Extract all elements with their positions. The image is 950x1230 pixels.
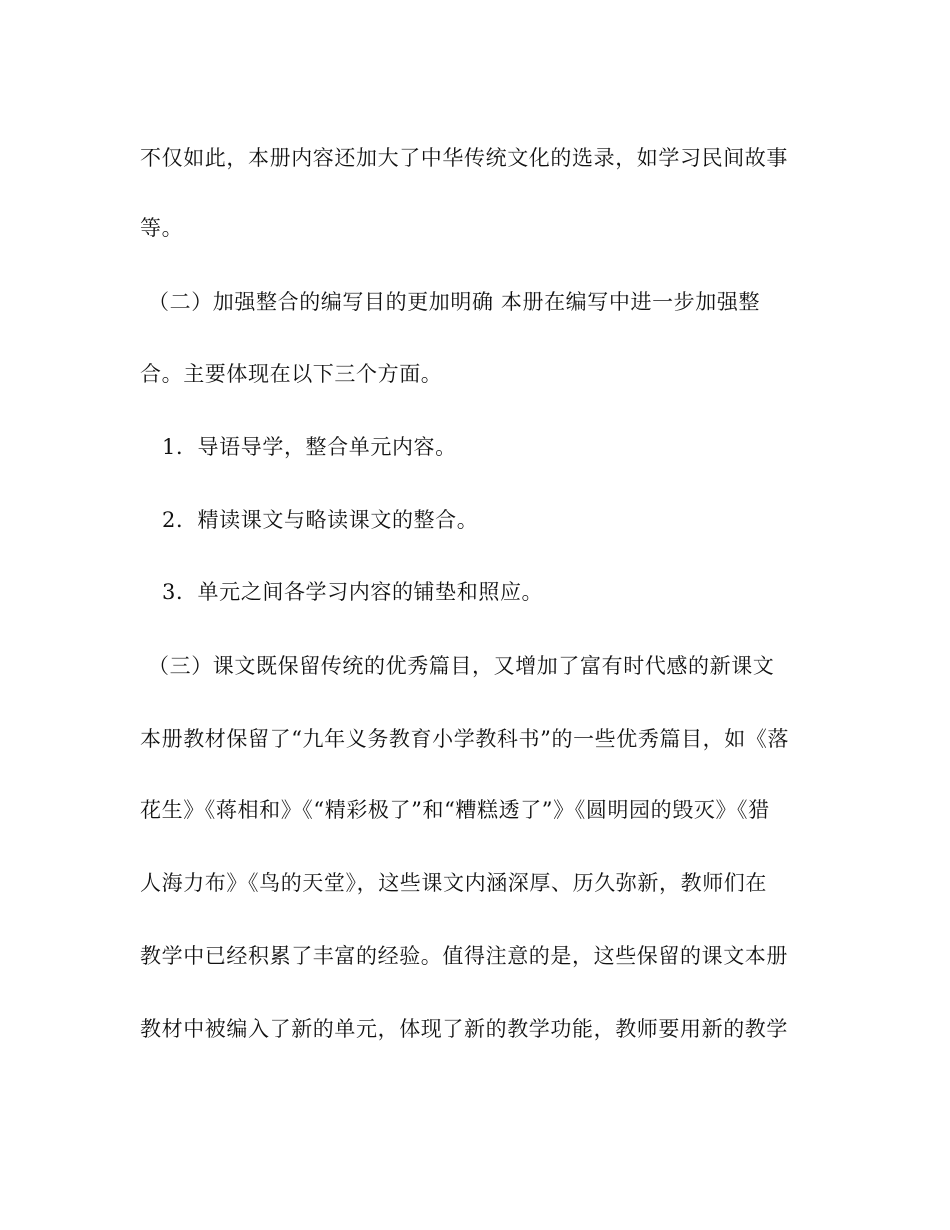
paragraph-line-9: 本册教材保留了“九年义务教育小学教科书”的一些优秀篇目，如《落	[140, 727, 790, 751]
paragraph-line-13: 教材中被编入了新的单元，体现了新的教学功能，教师要用新的教学	[140, 1017, 788, 1041]
section-heading-3: （三）课文既保留传统的优秀篇目，又增加了富有时代感的新课文	[148, 654, 775, 678]
paragraph-line-10: 花生》《蒋相和》《“精彩极了”和“糟糕透了”》《圆明园的毁灭》《猎	[140, 798, 770, 822]
paragraph-line-1: 不仅如此，本册内容还加大了中华传统文化的选录，如学习民间故事	[140, 146, 788, 170]
paragraph-line-4: 合。主要体现在以下三个方面。	[140, 362, 443, 386]
list-item-1: 1．导语导学，整合单元内容。	[162, 435, 457, 459]
paragraph-line-11: 人海力布》《鸟的天堂》，这些课文内涵深厚、历久弥新，教师们在	[140, 871, 767, 895]
section-heading-2: （二）加强整合的编写目的更加明确 本册在编写中进一步加强整	[148, 290, 761, 314]
list-item-3: 3．单元之间各学习内容的铺垫和照应。	[162, 580, 544, 604]
paragraph-line-12: 教学中已经积累了丰富的经验。值得注意的是，这些保留的课文本册	[140, 944, 788, 968]
paragraph-line-2: 等。	[140, 216, 184, 240]
list-item-2: 2．精读课文与略读课文的整合。	[162, 508, 479, 532]
